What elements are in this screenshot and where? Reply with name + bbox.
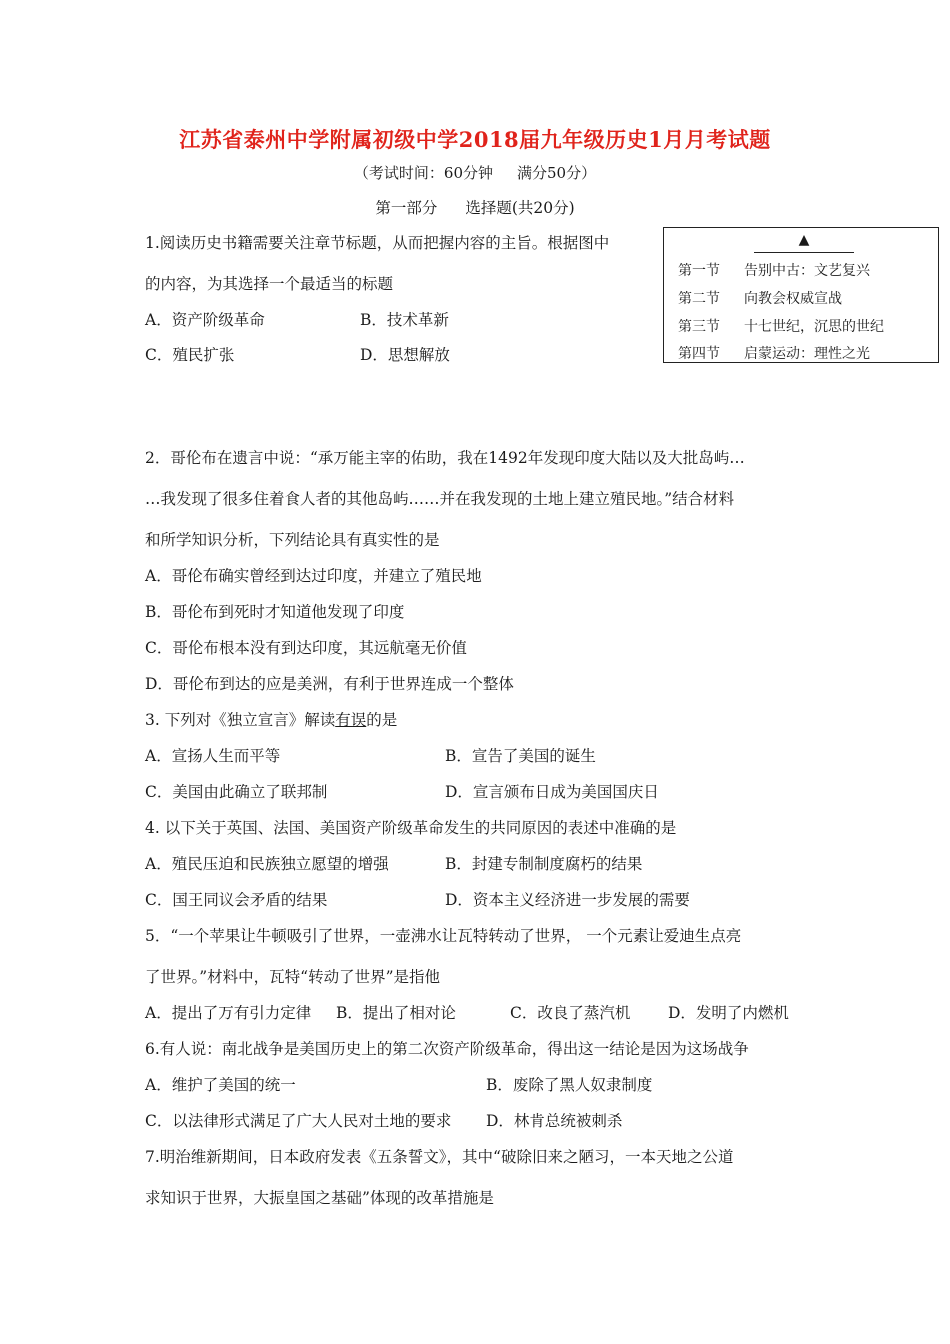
q7-line1: 7.明治维新期间，日本政府发表《五条誓文》，其中“破除旧来之陋习，一本天地之公道 xyxy=(145,1148,734,1166)
triangle-icon: ▲ xyxy=(754,232,854,253)
q1-option-b: B．技术革新 xyxy=(360,311,449,329)
q2-option-a: A．哥伦布确实曾经到达过印度，并建立了殖民地 xyxy=(145,567,482,585)
q4-stem: 4. 以下关于英国、法国、美国资产阶级革命发生的共同原因的表述中准确的是 xyxy=(145,819,677,837)
q3-stem: 3. 下列对《独立宣言》解读有误的是 xyxy=(145,711,398,729)
q2-option-b: B．哥伦布到死时才知道他发现了印度 xyxy=(145,603,405,621)
exam-time: （考试时间：60分钟 xyxy=(353,164,493,182)
q6-option-c: C．以法律形式满足了广大人民对土地的要求 xyxy=(145,1112,452,1130)
q2-option-d: D．哥伦布到达的应是美洲，有利于世界连成一个整体 xyxy=(145,675,514,693)
q4-option-a: A．殖民压迫和民族独立愿望的增强 xyxy=(145,855,389,873)
q1-line1: 1.阅读历史书籍需要关注章节标题，从而把握内容的主旨。根据图中 xyxy=(145,234,610,252)
document-title: 江苏省泰州中学附属初级中学2018届九年级历史1月月考试题 xyxy=(179,127,771,152)
chapter-row: 第四节 启蒙运动：理性之光 xyxy=(678,346,870,362)
q2-line3: 和所学知识分析，下列结论具有真实性的是 xyxy=(145,531,440,549)
q5-option-c: C．改良了蒸汽机 xyxy=(510,1004,631,1022)
q1-option-d: D．思想解放 xyxy=(360,346,450,364)
q5-line2: 了世界。”材料中，瓦特“转动了世界”是指他 xyxy=(145,968,441,986)
q6-stem: 6.有人说：南北战争是美国历史上的第二次资产阶级革命，得出这一结论是因为这场战争 xyxy=(145,1040,749,1058)
section-name: 选择题(共20分) xyxy=(465,199,575,217)
exam-info xyxy=(0,162,950,183)
chapter-row: 第一节 告别中古：文艺复兴 xyxy=(678,263,870,279)
q6-option-d: D．林肯总统被刺杀 xyxy=(486,1112,623,1130)
q1-option-a: A．资产阶级革命 xyxy=(145,311,265,329)
q4-option-b: B．封建专制制度腐朽的结果 xyxy=(445,855,643,873)
q3-option-b: B．宣告了美国的诞生 xyxy=(445,747,596,765)
q2-option-c: C．哥伦布根本没有到达印度，其远航毫无价值 xyxy=(145,639,467,657)
q3-option-d: D．宣言颁布日成为美国国庆日 xyxy=(445,783,659,801)
q6-option-a: A．维护了美国的统一 xyxy=(145,1076,296,1094)
q4-option-c: C．国王同议会矛盾的结果 xyxy=(145,891,328,909)
q5-option-a: A．提出了万有引力定律 xyxy=(145,1004,312,1022)
q4-option-d: D．资本主义经济进一步发展的需要 xyxy=(445,891,690,909)
q5-option-b: B．提出了相对论 xyxy=(336,1004,456,1022)
q3-emphasis: 有误 xyxy=(335,711,367,729)
q1-option-c: C．殖民扩张 xyxy=(145,346,235,364)
chapter-row: 第二节 向教会权威宣战 xyxy=(678,291,842,307)
section-part: 第一部分 xyxy=(375,199,438,217)
section-heading xyxy=(0,196,950,218)
q5-option-d: D．发明了内燃机 xyxy=(668,1004,789,1022)
q2-line2: …我发现了很多住着食人者的其他岛屿……并在我发现的土地上建立殖民地。”结合材料 xyxy=(145,490,735,508)
q3-option-a: A．宣扬人生而平等 xyxy=(145,747,281,765)
q7-line2: 求知识于世界，大振皇国之基础”体现的改革措施是 xyxy=(145,1189,494,1207)
q2-line1: 2．哥伦布在遗言中说：“承万能主宰的佑助，我在1492年发现印度大陆以及大批岛屿… xyxy=(145,449,745,467)
q5-line1: 5．“一个苹果让牛顿吸引了世界，一壶沸水让瓦特转动了世界， 一个元素让爱迪生点亮 xyxy=(145,927,742,945)
q6-option-b: B．废除了黑人奴隶制度 xyxy=(486,1076,653,1094)
chapter-row: 第三节 十七世纪，沉思的世纪 xyxy=(678,319,884,335)
q3-option-c: C．美国由此确立了联邦制 xyxy=(145,783,328,801)
exam-score: 满分50分） xyxy=(517,164,597,182)
q1-line2: 的内容，为其选择一个最适当的标题 xyxy=(145,275,394,293)
chapter-table xyxy=(663,227,939,363)
